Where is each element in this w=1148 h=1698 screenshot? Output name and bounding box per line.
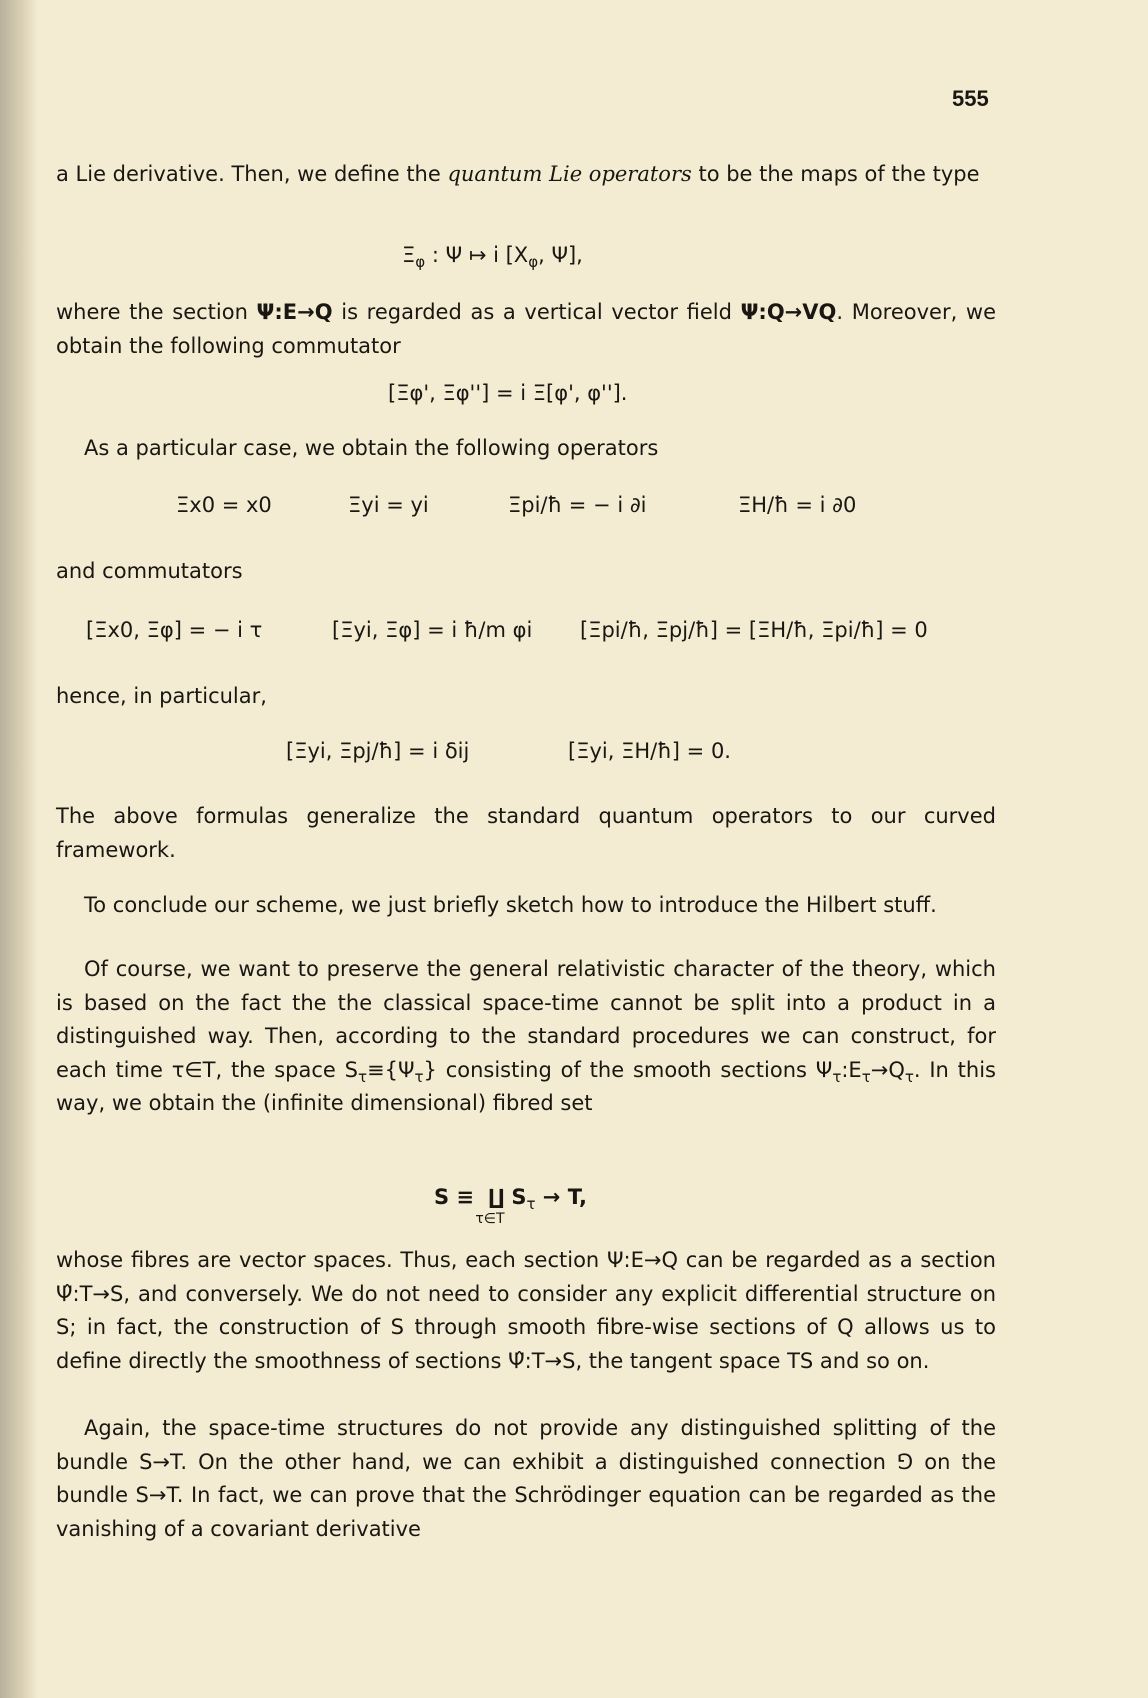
paragraph-lie-derivative: a Lie derivative. Then, we define the quantum Lie operators to be the maps of the type — [56, 162, 980, 186]
paragraph-hence: hence, in particular, — [56, 684, 267, 708]
equation-operator-h: ΞH/ħ = i ∂0 — [738, 493, 857, 517]
coproduct-symbol: ∐ τ∈T — [475, 1185, 505, 1227]
equation-fibred-set: S ≡ ∐ τ∈T $S_\tau \to T$, — [434, 1182, 587, 1212]
paragraph-section-vertical: where the section Ψ:E→Q is regarded as a vertical vector field Ψ:Q→VQ. Moreover, we obtain the following commutator — [56, 300, 997, 358]
equation-commutator-y-h: [Ξyi, ΞH/ħ] = 0. — [568, 739, 731, 763]
binding-shadow — [0, 0, 38, 1698]
paragraph-whose-fibres: whose fibres are vector spaces. Thus, each section Ψ:E→Q can be regarded as a section Ψ̂:T→S, and conversely. We do not need to consider any explicit differential structure on S; in fact, the construction of S through smooth fibre-wise sections of Q allows us to define directly the smoothness of sections Ψ̂:T→S, the tangent space TS and so on. — [56, 1248, 996, 1373]
paragraph-to-conclude: To conclude our scheme, we just briefly sketch how to introduce the Hilbert stuff. — [84, 893, 937, 917]
equation-operator-yi: Ξyi = yi — [348, 493, 429, 517]
paragraph-formulas-generalize: The above formulas generalize the standard quantum operators to our curved framework. — [56, 804, 996, 862]
paragraph-of-course: Of course, we want to preserve the general relativistic character of the theory, which is based on the fact the the classical space-time cannot be split into a product in a distinguished way. Then, according to the standard procedures we can construct, for each time τ∈T, the space $S_\tau\equiv\{\Psi_\tau\}$ consisting of the smooth sections $\Psi_\tau:E_\tau\to Q_\tau$. In this way, we obtain the (infinite dimensional) fibred set — [56, 957, 996, 1115]
paragraph-particular-case: As a particular case, we obtain the following operators — [84, 436, 659, 460]
equation-commutator-p-p-h: [Ξpi/ħ, Ξpj/ħ] = [ΞH/ħ, Ξpi/ħ] = 0 — [580, 618, 928, 642]
paragraph-and-commutators: and commutators — [56, 559, 243, 583]
paragraph-again: Again, the space-time structures do not provide any distinguished splitting of the bundle S→T. On the other hand, we can exhibit a distinguished connection ⅁ on the bundle S→T. In fact, we can prove that the Schrödinger equation can be regarded as the vanishing of a covariant derivative — [56, 1416, 996, 1541]
page-number: 555 — [952, 86, 989, 111]
equation-commutator-x0-phi: [Ξx0, Ξφ] = − i τ — [86, 618, 263, 642]
equation-quantum-lie-operator: $\Xi_\varphi$ : Ψ ↦ i [$X_\varphi$, Ψ], — [402, 243, 583, 272]
equation-commutator-general: [Ξφ', Ξφ''] = i Ξ[φ', φ'']. — [388, 381, 628, 405]
equation-operator-pi: Ξpi/ħ = − i ∂i — [508, 493, 647, 517]
equation-commutator-y-p: [Ξyi, Ξpj/ħ] = i δij — [286, 739, 470, 763]
equation-operator-x0: Ξx0 = x0 — [176, 493, 272, 517]
equation-commutator-yi-phi: [Ξyi, Ξφ] = i ħ/m φi — [332, 618, 533, 642]
emphasis-quantum-lie-operators: quantum Lie operators — [447, 162, 692, 186]
